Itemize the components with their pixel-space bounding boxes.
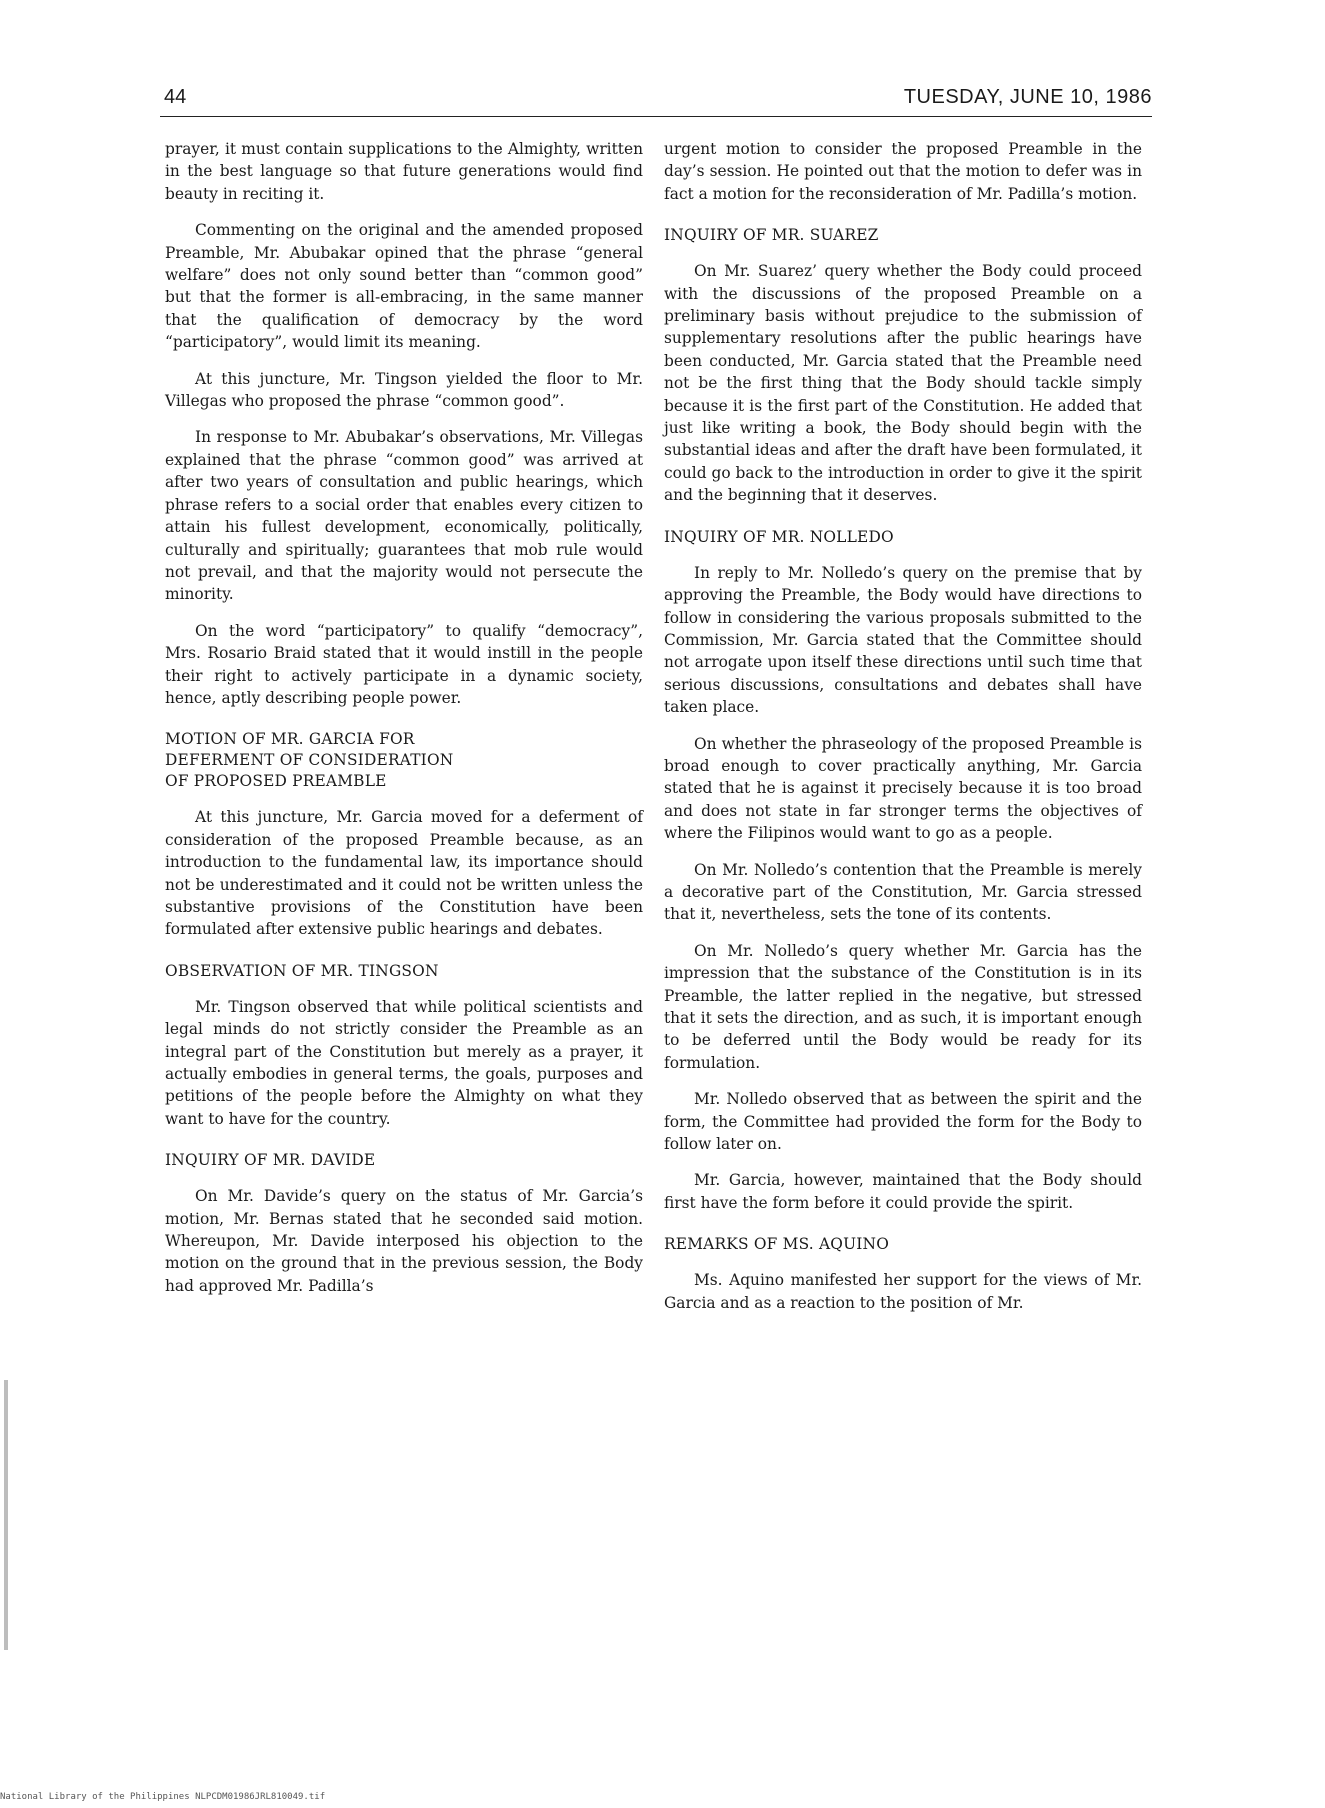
section-heading <box>165 1150 643 1171</box>
section-heading-line: OF PROPOSED PREAMBLE <box>165 772 387 791</box>
paragraph: In reply to Mr. Nolledo’s query on the premise that by approving the Preamble, the Body would have directions to follow in considering the various proposals submitted to the Commission, Mr. Garcia stated that the Committee should not arrogate upon itself these directions until such time that serious discussions, consultations and debates shall have taken place. <box>664 563 1142 717</box>
right-column <box>664 138 1142 1328</box>
section-heading-line: INQUIRY OF MR. SUAREZ <box>664 226 879 245</box>
scan-edge-mark <box>4 1380 8 1650</box>
section-heading <box>664 527 1142 548</box>
paragraph: On Mr. Nolledo’s query whether Mr. Garcia has the impression that the substance of the Constitution is in its Preamble, the latter replied in the negative, but stressed that it sets the direction, and as such, it is important enough to be deferred until the Body would be ready for its formulation. <box>664 941 1142 1072</box>
section-heading-line: DEFERMENT OF CONSIDERATION <box>165 751 454 770</box>
paragraph: On the word “participatory” to qualify “democracy”, Mrs. Rosario Braid stated that it would instill in the people their right to actively participate in a dynamic society, hence, aptly describing people power. <box>165 621 643 707</box>
paragraph: Mr. Garcia, however, maintained that the Body should first have the form before it could provide the spirit. <box>664 1171 1142 1212</box>
paragraph: Mr. Tingson observed that while political scientists and legal minds do not strictly consider the Preamble as an integral part of the Constitution but merely as a prayer, it actually embodies in general terms, the goals, purposes and petitions of the people before the Almighty on what they want to have for the country. <box>165 997 643 1128</box>
page-header <box>164 86 1152 120</box>
page-number: 44 <box>164 86 187 108</box>
section-heading <box>165 729 643 792</box>
paragraph: Mr. Nolledo observed that as between the spirit and the form, the Committee had provided the form for the Body to follow later on. <box>664 1090 1142 1154</box>
section-heading-line: INQUIRY OF MR. DAVIDE <box>165 1151 376 1170</box>
paragraph: Ms. Aquino manifested her support for the views of Mr. Garcia and as a reaction to the position of Mr. <box>664 1271 1142 1312</box>
section-heading-line: INQUIRY OF MR. NOLLEDO <box>664 527 894 546</box>
paragraph: On whether the phraseology of the proposed Preamble is broad enough to cover practically anything, Mr. Garcia stated that he is against it precisely because it is too broad and does not state in far stronger terms the objectives of where the Filipinos would want to go as a people. <box>664 734 1142 843</box>
paragraph: Commenting on the original and the amended proposed Preamble, Mr. Abubakar opined that the phrase “general welfare” does not only sound better than “common good” but that the former is all-embracing, in the same manner that the qualification of democracy by the word “participatory”, would limit its meaning. <box>165 221 643 352</box>
header-rule <box>160 116 1152 117</box>
left-column <box>165 138 643 1311</box>
paragraph: On Mr. Davide’s query on the status of Mr. Garcia’s motion, Mr. Bernas stated that he seconded said motion. Whereupon, Mr. Davide interposed his objection to the motion on the ground that in the previous session, the Body had approved Mr. Padilla’s <box>165 1187 643 1295</box>
paragraph: urgent motion to consider the proposed Preamble in the day’s session. He pointed out that the motion to defer was in fact a motion for the reconsideration of Mr. Padilla’s motion. <box>664 140 1142 203</box>
paragraph: In response to Mr. Abubakar’s observations, Mr. Villegas explained that the phrase “common good” was arrived at after two years of consultation and public hearings, which phrase refers to a social order that enables every citizen to attain his fullest development, economically, politically, culturally and spiritually; guarantees that mob rule would not prevail, and that the majority would not persecute the minority. <box>165 428 643 604</box>
section-heading <box>165 961 643 982</box>
paragraph: On Mr. Suarez’ query whether the Body could proceed with the discussions of the proposed Preamble on a preliminary basis without prejudice to the submission of supplementary resolutions after the public hearings have been conducted, Mr. Garcia stated that the Preamble need not be the first thing that the Body should tackle simply because it is the first part of the Constitution. He added that just like writing a book, the Body should begin with the substantial ideas and after the draft have been formulated, it could go back to the introduction in order to give it the spirit and the beginning that it deserves. <box>664 262 1142 505</box>
paragraph: At this juncture, Mr. Tingson yielded the floor to Mr. Villegas who proposed the phrase “common good”. <box>165 369 643 411</box>
section-heading-line: OBSERVATION OF MR. TINGSON <box>165 961 439 980</box>
section-heading-line: REMARKS OF MS. AQUINO <box>664 1235 890 1254</box>
paragraph: prayer, it must contain supplications to the Almighty, written in the best language so that future generations would find beauty in reciting it. <box>165 140 643 203</box>
paragraph: On Mr. Nolledo’s contention that the Preamble is merely a decorative part of the Constitution, Mr. Garcia stressed that it, nevertheless, sets the tone of its contents. <box>664 860 1142 924</box>
section-heading <box>664 225 1142 246</box>
section-heading-line: MOTION OF MR. GARCIA FOR <box>165 730 415 749</box>
page-date: TUESDAY, JUNE 10, 1986 <box>903 86 1152 108</box>
paragraph: At this juncture, Mr. Garcia moved for a deferment of consideration of the proposed Preamble because, as an introduction to the fundamental law, its importance should not be underestimated and it could not be written unless the substantive provisions of the Constitution have been formulated after extensive public hearings and debates. <box>165 808 643 939</box>
section-heading <box>664 1234 1142 1255</box>
scan-footer-note: National Library of the Philippines NLPCDM01986JRL810049.tif <box>0 1792 326 1802</box>
